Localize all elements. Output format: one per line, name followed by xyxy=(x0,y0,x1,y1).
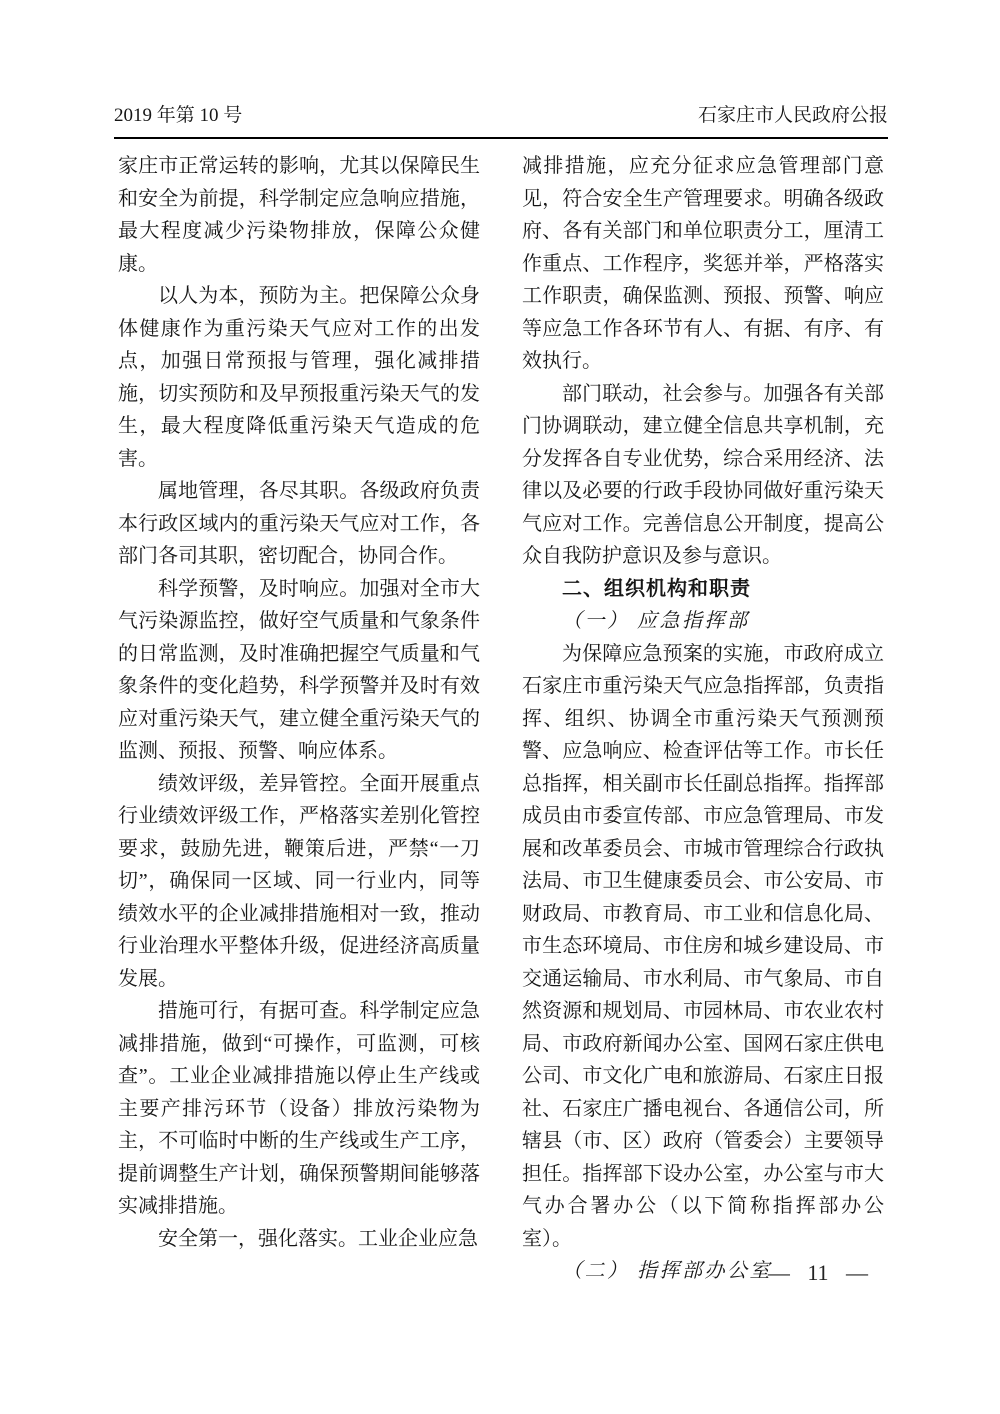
subsection-heading: （二） 指挥部办公室 xyxy=(562,1260,772,1282)
page-header xyxy=(114,104,888,128)
paragraph: 措施可行，有据可查。科学制定应急减排措施，做到“可操作，可监测，可核查”。工业企业减排措施以停止生产线或主要产排污环节（设备）排放污染物为主，不可临时中断的生产线或生产工序，提前调整生产计划，确保预警期间能够落实减排措施。 xyxy=(118,1000,480,1217)
subsection-heading: （一） 应急指挥部 xyxy=(562,610,750,632)
section-heading: 二、组织机构和职责 xyxy=(562,577,751,600)
header-divider xyxy=(114,137,888,139)
paragraph: 安全第一，强化落实。工业企业应急 xyxy=(158,1227,478,1250)
paragraph: 以人为本，预防为主。把保障公众身体健康作为重污染天气应对工作的出发点，加强日常预报与管理，强化减排措施，切实预防和及早预报重污染天气的发生，最大程度降低重污染天气造成的危害。 xyxy=(118,285,480,470)
paragraph: 属地管理，各尽其职。各级政府负责本行政区域内的重污染天气应对工作，各部门各司其职，密切配合，协同合作。 xyxy=(118,480,480,567)
right-column xyxy=(522,150,884,1288)
paragraph: 部门联动，社会参与。加强各有关部门协调联动，建立健全信息共享机制，充分发挥各自专业优势，综合采用经济、法律以及必要的行政手段协同做好重污染天气应对工作。完善信息公开制度，提高公众自我防护意识及参与意识。 xyxy=(522,382,884,567)
page-number: — 11 — xyxy=(767,1260,868,1285)
paragraph: 为保障应急预案的实施，市政府成立石家庄市重污染天气应急指挥部，负责指挥、组织、协调全市重污染天气预测预警、应急响应、检查评估等工作。市长任总指挥，相关副市长任副总指挥。指挥部成员由市委宣传部、市应急管理局、市发展和改革委员会、市城市管理综合行政执法局、市卫生健康委员会、市公安局、市财政局、市教育局、市工业和信息化局、市生态环境局、市住房和城乡建设局、市交通运输局、市水利局、市气象局、市自然资源和规划局、市园林局、市农业农村局、市政府新闻办公室、国网石家庄供电公司、市文化广电和旅游局、石家庄日报社、石家庄广播电视台、各通信公司，所辖县（市、区）政府（管委会）主要领导担任。指挥部下设办公室，办公室与市大气办合署办公（以下简称指挥部办公室）。 xyxy=(522,642,884,1250)
paragraph: 绩效评级，差异管控。全面开展重点行业绩效评级工作，严格落实差别化管控要求，鼓励先进，鞭策后进，严禁“一刀切”，确保同一区域、同一行业内，同等绩效水平的企业减排措施相对一致，推动行业治理水平整体升级，促进经济高质量发展。 xyxy=(118,772,480,990)
paragraph: 减排措施，应充分征求应急管理部门意见，符合安全生产管理要求。明确各级政府、各有关部门和单位职责分工，厘清工作重点、工作程序，奖惩并举，严格落实工作职责，确保监测、预报、预警、响应等应急工作各环节有人、有据、有序、有效执行。 xyxy=(522,155,884,372)
left-column xyxy=(118,150,480,1288)
header-publication-title: 石家庄市人民政府公报 xyxy=(697,105,888,126)
paragraph: 家庄市正常运转的影响，尤其以保障民生和安全为前提，科学制定应急响应措施，最大程度减少污染物排放，保障公众健康。 xyxy=(118,155,480,275)
paragraph: 科学预警，及时响应。加强对全市大气污染源监控，做好空气质量和气象条件的日常监测，及时准确把握空气质量和气象条件的变化趋势，科学预警并及时有效应对重污染天气，建立健全重污染天气的监测、预报、预警、响应体系。 xyxy=(118,577,480,762)
header-issue-label: 2019 年第 10 号 xyxy=(114,105,243,126)
text-columns xyxy=(118,150,884,1288)
